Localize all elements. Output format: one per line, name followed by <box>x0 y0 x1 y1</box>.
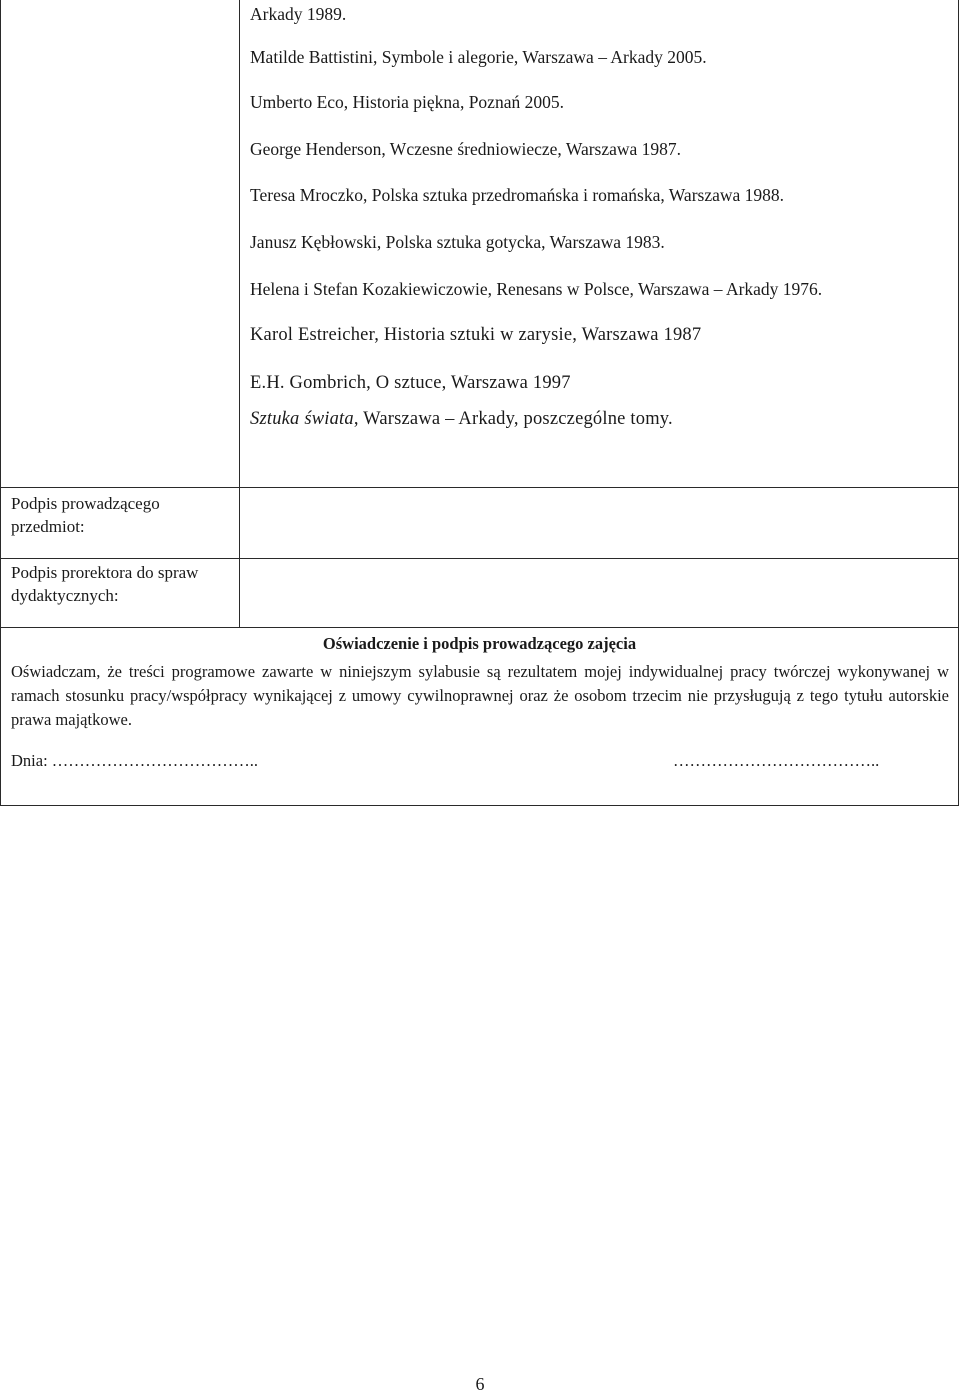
date-field: Dnia: ……………………………….. <box>11 751 259 770</box>
series-title: Sztuka świata <box>250 409 354 429</box>
signature-field: ……………………………….. <box>673 751 880 770</box>
page-number: 6 <box>475 1374 485 1394</box>
literature-item: Umberto Eco, Historia piękna, Poznań 2005. <box>250 92 564 112</box>
row-divider-declaration <box>0 627 959 628</box>
row-divider-literature <box>0 487 959 488</box>
literature-item: Teresa Mroczko, Polska sztuka przedromańska i romańska, Warszawa 1988. <box>250 185 785 205</box>
literature-item: Matilde Battistini, Symbole i alegorie, Warszawa – Arkady 2005. <box>250 47 707 67</box>
literature-item: E.H. Gombrich, O sztuce, Warszawa 1997 <box>250 373 571 393</box>
literature-item: George Henderson, Wczesne średniowiecze, Warszawa 1987. <box>250 139 682 159</box>
literature-item: Janusz Kębłowski, Polska sztuka gotycka, Warszawa 1983. <box>250 232 665 252</box>
lecturer-signature-label: Podpis prowadzącego przedmiot: <box>11 494 160 536</box>
row-divider-signature <box>0 558 959 559</box>
literature-item: Arkady 1989. <box>250 4 347 24</box>
declaration-title: Oświadczenie i podpis prowadzącego zajęcia <box>322 634 637 653</box>
literature-item-last <box>250 409 673 430</box>
literature-item: Helena i Stefan Kozakiewiczowie, Renesans w Polsce, Warszawa – Arkady 1976. <box>250 279 823 299</box>
declaration-body: Oświadczam, że treści programowe zawarte w niniejszym sylabusie są rezultatem mojej indywidualnej pracy twórczej wykonywanej w ramach stosunku pracy/współpracy wynikającej z umowy cywilnoprawnej oraz że osobom trzecim nie przysługują z tego tytułu autorskie prawa majątkowe. <box>11 662 949 729</box>
prorector-signature-label: Podpis prorektora do spraw dydaktycznych: <box>11 563 199 605</box>
series-details: , Warszawa – Arkady, poszczególne tomy. <box>353 409 673 429</box>
column-divider-top <box>239 0 240 487</box>
literature-item: Karol Estreicher, Historia sztuki w zarysie, Warszawa 1987 <box>250 325 702 345</box>
